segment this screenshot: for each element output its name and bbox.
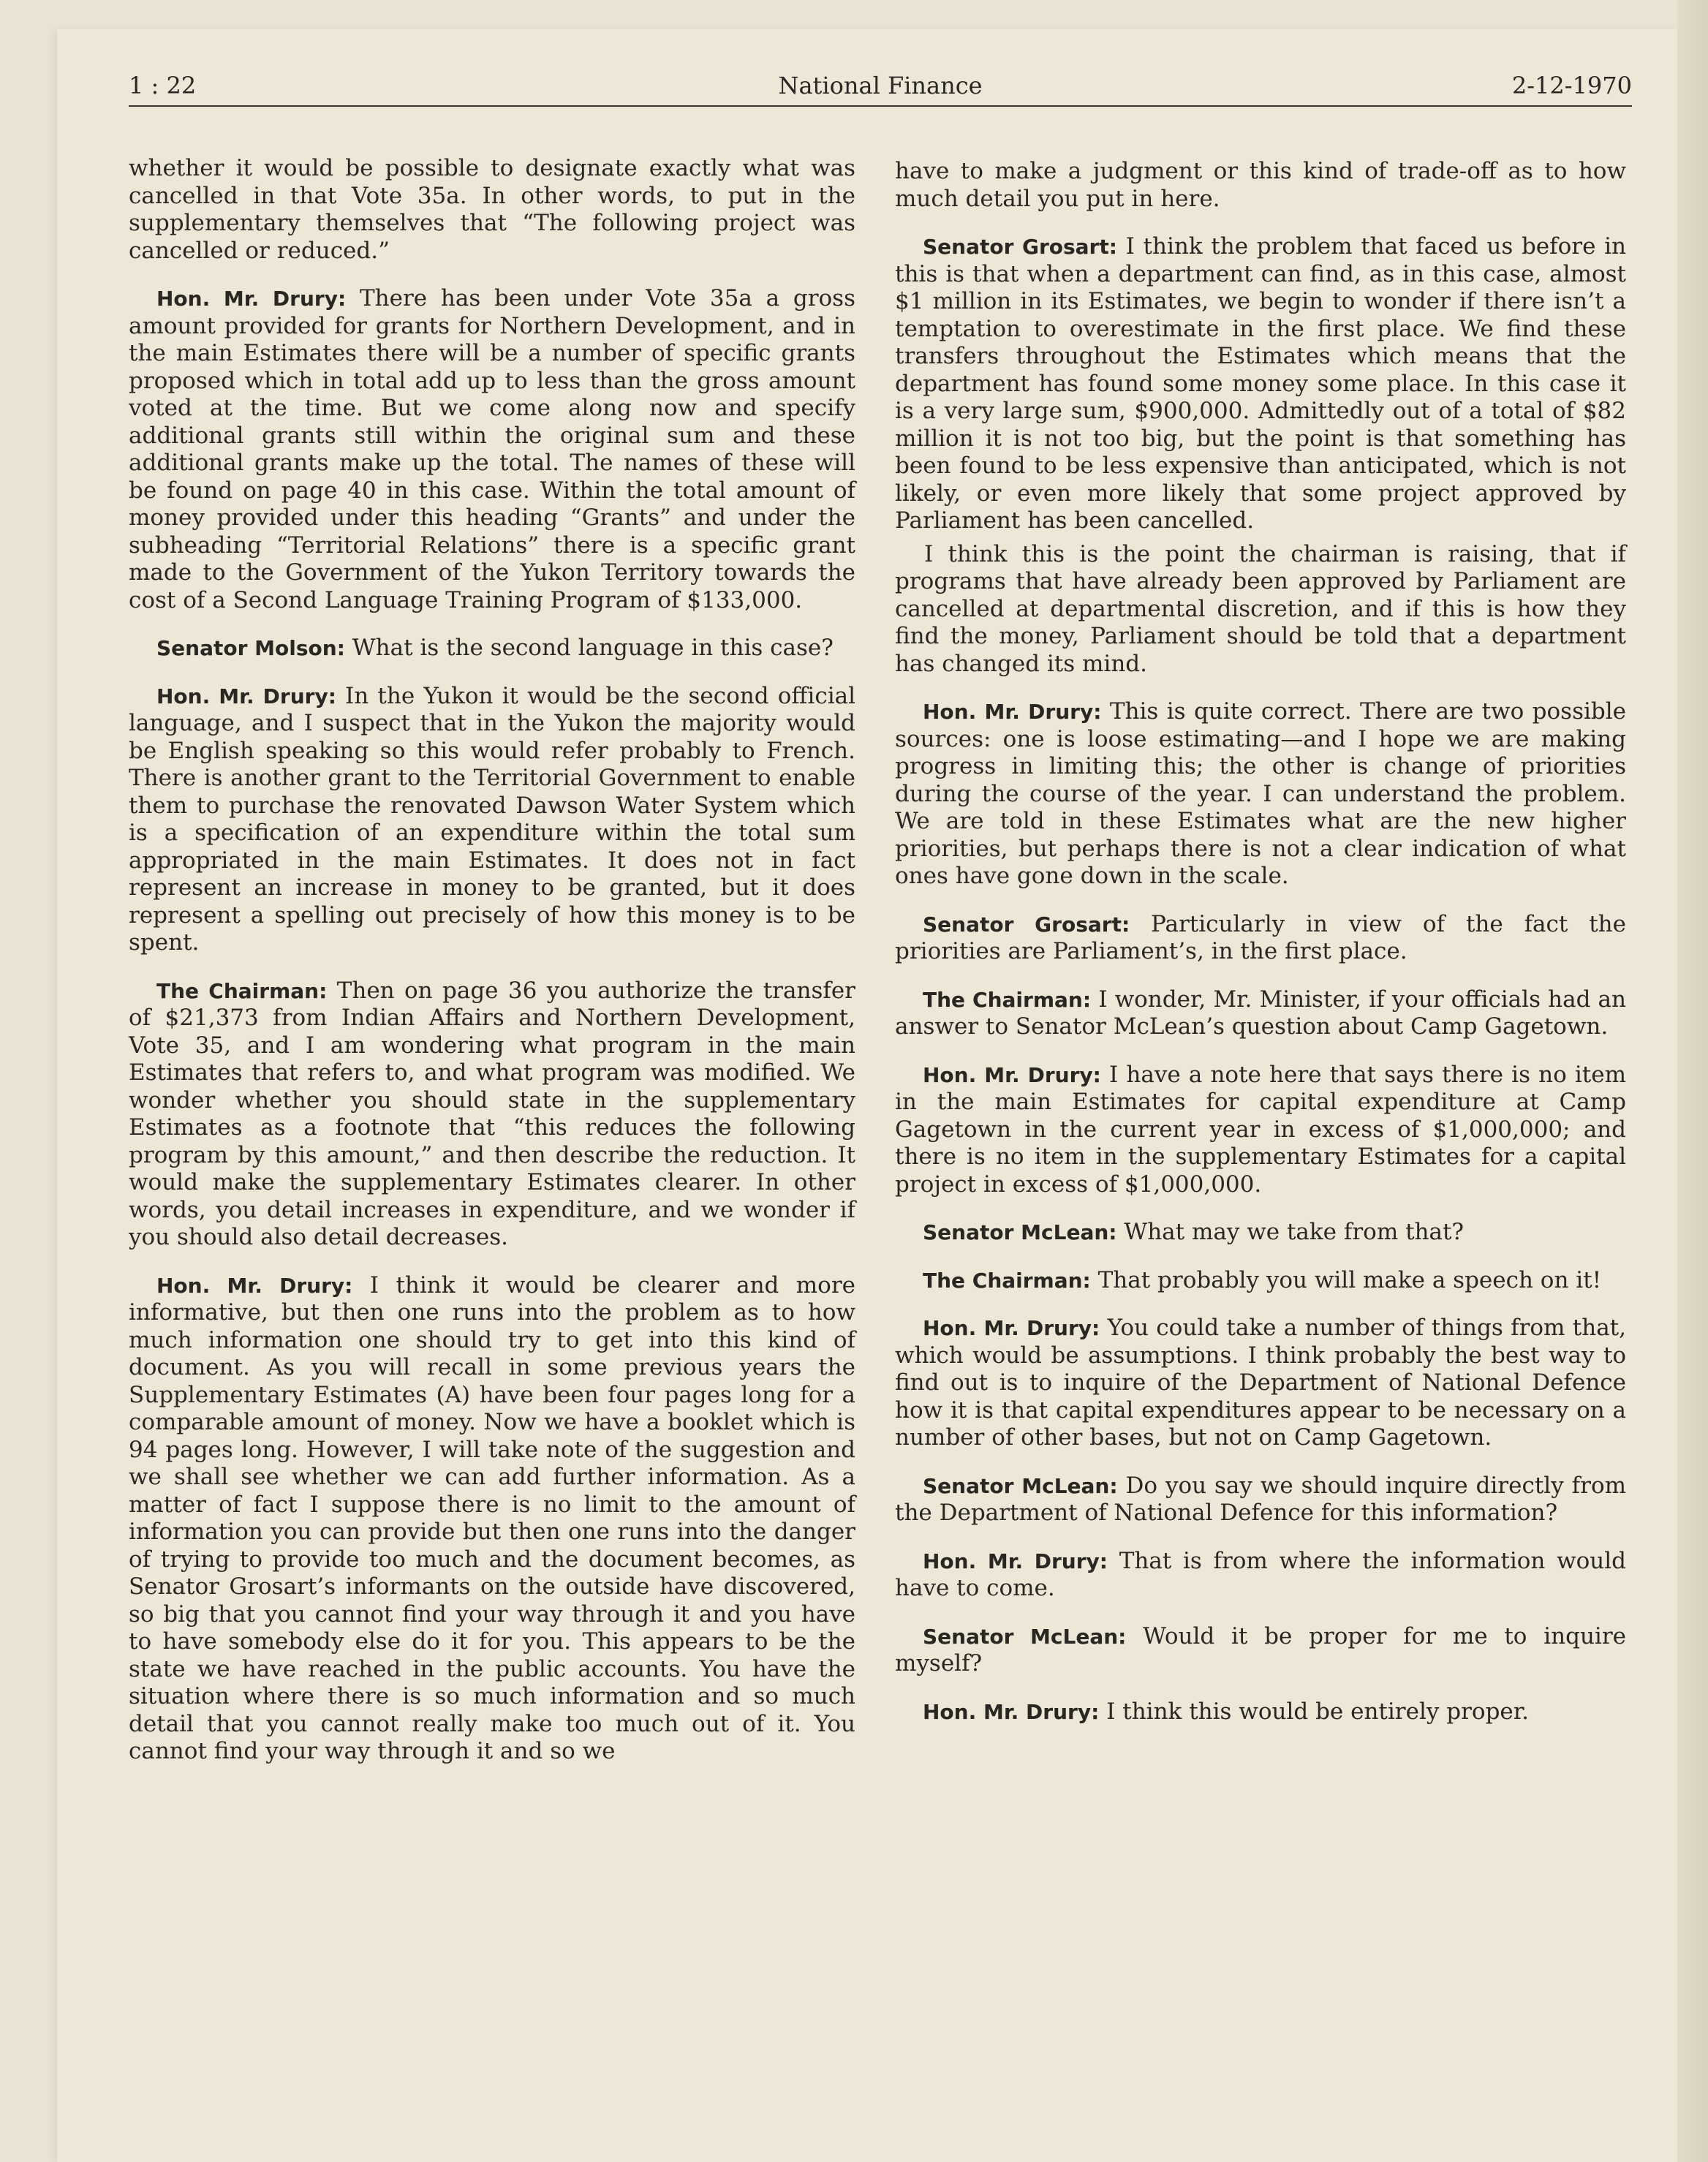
paragraph-text: Particularly in view of the fact the priorities are Parliament’s, in the first place. xyxy=(895,910,1626,964)
header-divider xyxy=(129,105,1632,107)
paragraph-text: In the Yukon it would be the second official language, and I suspect that in the Yukon the majority would be English speaking so this would refer probably to French. There is another grant to the Territorial Government to enable them to purchase the renovated Dawson Water System which is a specification of an expenditure within the total sum appropriated in the main Estimates. It does not in fact represent an increase in money to be granted, but it does represent a spelling out precisely of how this money is to be spent. xyxy=(129,682,855,956)
paragraph-text: This is quite correct. There are two possible sources: one is loose estimating—and I hope we are making progress in limiting this; the other is change of priorities during the course of the year. I can understand the problem. We are told in these Estimates what are the new higher priorities, but perhaps there is not a clear indication of what ones have gone down in the scale. xyxy=(895,698,1627,889)
paragraph-text: I have a note here that says there is no item in the main Estimates for capital expenditure at Camp Gagetown in the current year in excess of $1,000,000; and there is no item in the supplementary Estimates for a capital project in excess of $1,000,000. xyxy=(895,1061,1627,1198)
paragraph-text: I think the problem that faced us before in this is that when a department can find, as in this case, almost $1 million in its Estimates, we begin to wonder if there isn’t a temptation to overestimate in the first place. We find these transfers throughout the Estimates which means that the department has found some money some place. In this case it is a very large sum, $900,000. Admittedly out of a total of $82 million it is not too big, but the point is that something has been found to be less expensive than anticipated, which is not likely, or even more likely that some project approved by Parliament has been cancelled. xyxy=(895,233,1626,534)
speaker-name: Hon. Mr. Drury: xyxy=(156,287,347,311)
paragraph xyxy=(895,1698,1626,1726)
paragraph-text: Then on page 36 you authorize the transfer of $21,373 from Indian Affairs and Northern Development, Vote 35, and I am wondering what program in the main Estimates that refers to, and what program was modified. We wonder whether you should state in the supplementary Estimates as a footnote that “this reduces the following program by this amount,” and then describe the reduction. It would make the supplementary Estimates clearer. In other words, you detail increases in expenditure, and we wonder if you should also detail decreases. xyxy=(129,977,855,1250)
paragraph xyxy=(895,1219,1626,1247)
paragraph xyxy=(895,233,1626,535)
speaker-name: The Chairman: xyxy=(156,978,328,1003)
speaker-name: Hon. Mr. Drury: xyxy=(923,1316,1100,1340)
paragraph xyxy=(895,1267,1626,1295)
paragraph-text: I wonder, Mr. Minister, if your officials had an answer to Senator McLean’s question about Camp Gagetown. xyxy=(895,986,1626,1040)
page-title: National Finance xyxy=(778,72,983,99)
page-number: 1 : 22 xyxy=(129,72,197,99)
paragraph-text: I think this is the point the chairman is raising, that if programs that have already been approved by Parliament are cancelled at departmental discretion, and if this is how they find the money, Parliament should be told that a department has changed its mind. xyxy=(895,540,1626,677)
paragraph xyxy=(895,698,1626,891)
page-date: 2-12-1970 xyxy=(1511,72,1632,99)
paragraph xyxy=(895,986,1626,1041)
paragraph xyxy=(129,683,855,957)
paragraph xyxy=(895,1548,1626,1603)
paragraph xyxy=(129,635,855,662)
paragraph-text: Do you say we should inquire directly from the Department of National Defence for this information? xyxy=(895,1472,1626,1526)
speaker-name: Hon. Mr. Drury: xyxy=(156,684,336,708)
paragraph xyxy=(895,1315,1626,1452)
paragraph xyxy=(895,1062,1626,1199)
speaker-name: Senator Grosart: xyxy=(923,912,1130,937)
paragraph-text: That is from where the information would have to come. xyxy=(895,1547,1627,1601)
speaker-name: Hon. Mr. Drury: xyxy=(923,1062,1101,1087)
speaker-name: Hon. Mr. Drury: xyxy=(923,1549,1108,1573)
speaker-name: Hon. Mr. Drury: xyxy=(923,700,1102,724)
speaker-name: Senator McLean: xyxy=(923,1220,1117,1244)
paragraph-text: Would it be proper for me to inquire myself? xyxy=(895,1622,1626,1677)
paragraph xyxy=(129,155,855,265)
left-column xyxy=(129,155,855,1786)
paragraph xyxy=(895,158,1626,213)
speaker-name: The Chairman: xyxy=(923,1268,1091,1293)
paragraph-text: I think this would be entirely proper. xyxy=(1106,1698,1530,1725)
speaker-name: Senator Molson: xyxy=(156,636,345,660)
speaker-name: Senator McLean: xyxy=(923,1473,1118,1498)
paragraph-text: You could take a number of things from that, which would be assumptions. I think probably the best way to find out is to inquire of the Department of National Defence how it is that capital expenditures appear to be necessary on a number of other bases, but not on Camp Gagetown. xyxy=(895,1315,1626,1451)
paragraph xyxy=(129,285,855,614)
paragraph-text: What is the second language in this case? xyxy=(352,635,834,661)
paragraph xyxy=(895,541,1626,679)
paragraph-text: That probably you will make a speech on it! xyxy=(1097,1266,1602,1293)
paragraph-text: I think it would be clearer and more informative, but then one runs into the problem as to how much information one should try to get into this kind of document. As you will recall in some previous years the Supplementary Estimates (A) have been four pages long for a comparable amount of money. Now we have a booklet which is 94 pages long. However, I will take note of the suggestion and we shall see whether we can add further information. As a matter of fact I suppose there is no limit to the amount of information you can provide but then one runs into the danger of trying to provide too much and the document becomes, as Senator Grosart’s informants on the outside have discovered, so big that you cannot find your way through it and you have to have somebody else do it for you. This appears to be the state we have reached in the public accounts. You have the situation where there is so much information and so much detail that you cannot really make too much out of it. You cannot find your way through it and so we xyxy=(129,1271,856,1764)
page-header xyxy=(129,70,1632,107)
speaker-name: Hon. Mr. Drury: xyxy=(923,1699,1100,1724)
speaker-name: Senator Grosart: xyxy=(923,235,1117,259)
paragraph-text: What may we take from that? xyxy=(1124,1219,1465,1245)
paragraph xyxy=(129,978,855,1252)
speaker-name: Hon. Mr. Drury: xyxy=(156,1273,353,1298)
page-edge xyxy=(1677,0,1708,2162)
paragraph xyxy=(129,1272,855,1766)
right-column xyxy=(895,158,1626,1746)
paragraph-text: whether it would be possible to designate exactly what was cancelled in that Vote 35a. In other words, to put in the supplementary themselves that “The following project was cancelled or reduced.” xyxy=(129,155,855,264)
speaker-name: The Chairman: xyxy=(923,987,1092,1012)
paragraph xyxy=(895,1623,1626,1678)
paragraph xyxy=(895,911,1626,966)
paragraph xyxy=(895,1473,1626,1527)
paragraph-text: There has been under Vote 35a a gross amount provided for grants for Northern Development, and in the main Estimates there will be a number of specific grants proposed which in total add up to less than the gross amount voted at the time. But we come along now and specify additional grants still within the original sum and these additional grants make up the total. The names of these will be found on page 40 in this case. Within the total amount of money provided under this heading “Grants” and under the subheading “Territorial Relations” there is a specific grant made to the Government of the Yukon Territory towards the cost of a Second Language Training Program of $133,000. xyxy=(129,285,855,613)
paragraph-text: have to make a judgment or this kind of trade-off as to how much detail you put in here. xyxy=(895,158,1626,212)
speaker-name: Senator McLean: xyxy=(923,1624,1127,1649)
